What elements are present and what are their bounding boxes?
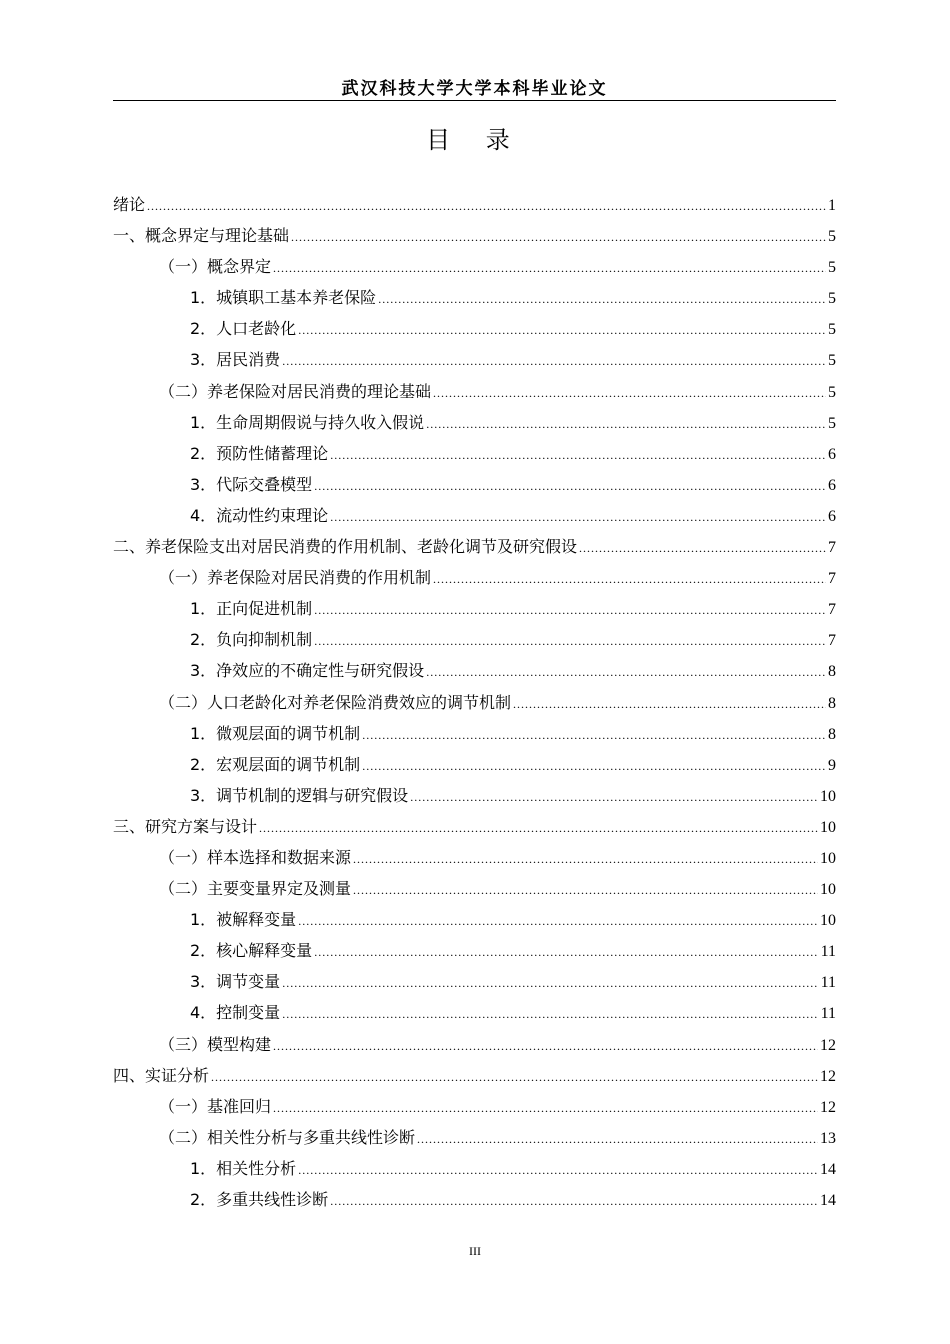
toc-entry[interactable] [113,593,836,624]
table-of-contents [113,189,836,1215]
toc-entry-label: 绪论 [113,195,146,214]
toc-entry-label: 3．代际交叠模型 [190,474,313,494]
toc-entry[interactable] [113,749,836,780]
toc-entry-label: 1．相关性分析 [190,1158,297,1178]
toc-entry-page: 7 [828,601,836,619]
toc-entry-page: 7 [828,570,836,588]
toc-dot-leader [426,409,826,440]
toc-dot-leader [314,626,826,657]
toc-entry-label: （一）基准回归 [159,1096,272,1116]
toc-dot-leader [362,751,826,782]
toc-dot-leader [298,315,826,346]
toc-entry[interactable] [113,1091,836,1122]
toc-entry-page: 11 [820,974,836,992]
toc-entry[interactable] [113,500,836,531]
toc-entry-page: 9 [828,756,836,774]
toc-entry[interactable] [113,811,836,842]
toc-entry-page: 11 [820,1005,836,1023]
toc-entry-page: 6 [828,476,836,494]
toc-dot-leader [330,440,826,471]
toc-entry-page: 13 [820,1129,836,1147]
toc-dot-leader [330,1186,818,1217]
toc-entry-label: 4．控制变量 [190,1003,281,1023]
toc-entry-label: （三）模型构建 [159,1034,272,1054]
toc-entry-page: 5 [828,321,836,339]
toc-entry-page: 7 [828,632,836,650]
toc-entry-label: （二）养老保险对居民消费的理论基础 [159,381,432,401]
toc-entry-label: 三、研究方案与设计 [113,816,258,836]
toc-entry[interactable] [113,966,836,997]
toc-entry-page: 5 [828,352,836,370]
toc-entry-label: 1．微观层面的调节机制 [190,723,361,743]
toc-entry-page: 10 [820,849,836,867]
toc-entry-label: 3．净效应的不确定性与研究假设 [190,661,425,681]
toc-entry-label: （一）概念界定 [159,257,272,277]
toc-entry-label: 四、实证分析 [113,1065,210,1085]
toc-entry[interactable] [113,997,836,1028]
toc-entry-page: 5 [828,290,836,308]
toc-dot-leader [259,813,818,844]
toc-entry-label: （二）相关性分析与多重共线性诊断 [159,1127,416,1147]
toc-entry-page: 12 [820,1098,836,1116]
toc-entry[interactable] [113,220,836,251]
toc-title: 目 录 [426,126,524,154]
toc-entry-page: 8 [828,663,836,681]
toc-entry[interactable] [113,842,836,873]
toc-entry-page: 10 [820,818,836,836]
toc-dot-leader [298,906,818,937]
toc-dot-leader [410,782,818,813]
toc-entry-label: 3．调节机制的逻辑与研究假设 [190,785,409,805]
toc-dot-leader [417,1124,818,1155]
toc-entry-page: 12 [820,1067,836,1085]
toc-entry-label: （一）养老保险对居民消费的作用机制 [159,568,432,588]
toc-entry-page: 12 [820,1036,836,1054]
toc-entry-page: 8 [828,725,836,743]
toc-entry-page: 6 [828,445,836,463]
toc-dot-leader [353,844,818,875]
toc-entry[interactable] [113,282,836,313]
toc-dot-leader [353,875,818,906]
toc-entry-label: 3．调节变量 [190,972,281,992]
toc-entry[interactable] [113,469,836,500]
toc-entry-label: 2．负向抑制机制 [190,630,313,650]
toc-entry-label: 1．生命周期假说与持久收入假说 [190,412,425,432]
toc-entry-page: 10 [820,787,836,805]
toc-entry-label: 二、养老保险支出对居民消费的作用机制、老龄化调节及研究假设 [113,537,578,557]
toc-entry[interactable] [113,251,836,282]
page-number: III [469,1244,481,1258]
toc-entry-label: 2．核心解释变量 [190,941,313,961]
toc-dot-leader [273,1093,818,1124]
toc-dot-leader [298,1155,818,1186]
toc-entry-page: 14 [820,1192,836,1209]
toc-dot-leader [314,937,818,968]
toc-entry[interactable] [113,313,836,344]
toc-entry[interactable] [113,407,836,438]
running-header: 武汉科技大学大学本科毕业论文 [341,79,608,99]
toc-dot-leader [211,1062,818,1093]
toc-dot-leader [147,191,826,222]
toc-dot-leader [433,378,826,409]
toc-entry-label: 2．宏观层面的调节机制 [190,754,361,774]
toc-entry[interactable] [113,1060,836,1091]
toc-entry-label: （二）人口老龄化对养老保险消费效应的调节机制 [159,692,512,712]
toc-entry-page: 5 [828,414,836,432]
toc-dot-leader [433,564,826,595]
toc-entry-page: 10 [820,912,836,930]
toc-dot-leader [513,689,826,720]
toc-entry-label: 2．人口老龄化 [190,319,297,339]
toc-entry[interactable] [113,687,836,718]
toc-entry[interactable] [113,531,836,562]
toc-entry-label: 2．多重共线性诊断 [190,1190,329,1209]
toc-dot-leader [330,502,826,533]
header-rule [113,100,836,101]
toc-entry-label: 1．被解释变量 [190,910,297,930]
toc-entry-label: 4．流动性约束理论 [190,505,329,525]
toc-entry[interactable] [113,1184,836,1215]
toc-entry[interactable] [113,935,836,966]
toc-dot-leader [273,253,826,284]
toc-entry-page: 10 [820,881,836,899]
toc-entry[interactable] [113,1153,836,1184]
toc-entry-label: 1．城镇职工基本养老保险 [190,288,377,308]
toc-entry-page: 7 [828,539,836,557]
toc-entry[interactable] [113,376,836,407]
toc-entry[interactable] [113,438,836,469]
toc-entry[interactable] [113,718,836,749]
toc-entry-label: （二）主要变量界定及测量 [159,879,352,899]
toc-entry-page: 1 [828,197,836,214]
toc-entry[interactable] [113,873,836,904]
toc-entry[interactable] [113,904,836,935]
toc-entry-page: 5 [828,383,836,401]
toc-dot-leader [282,968,818,999]
toc-dot-leader [314,595,826,626]
toc-dot-leader [314,471,826,502]
toc-entry[interactable] [113,624,836,655]
toc-entry[interactable] [113,562,836,593]
toc-dot-leader [579,533,826,564]
toc-dot-leader [426,657,826,688]
toc-dot-leader [378,284,826,315]
toc-entry-page: 5 [828,259,836,277]
toc-entry[interactable] [113,344,836,375]
toc-entry-page: 11 [820,943,836,961]
toc-entry-label: 一、概念界定与理论基础 [113,226,290,246]
toc-entry[interactable] [113,1029,836,1060]
toc-entry-label: （一）样本选择和数据来源 [159,847,352,867]
toc-dot-leader [362,720,826,751]
toc-entry-page: 8 [828,694,836,712]
toc-dot-leader [291,222,826,253]
toc-entry-label: 2．预防性储蓄理论 [190,443,329,463]
toc-dot-leader [282,346,826,377]
toc-entry-label: 3．居民消费 [190,350,281,370]
toc-entry-page: 5 [828,228,836,246]
toc-entry-page: 14 [820,1160,836,1178]
toc-dot-leader [273,1031,818,1062]
toc-entry-label: 1．正向促进机制 [190,599,313,619]
toc-entry[interactable] [113,655,836,686]
toc-entry[interactable] [113,1122,836,1153]
toc-entry[interactable] [113,189,836,220]
toc-entry[interactable] [113,780,836,811]
toc-dot-leader [282,999,818,1030]
toc-entry-page: 6 [828,507,836,525]
